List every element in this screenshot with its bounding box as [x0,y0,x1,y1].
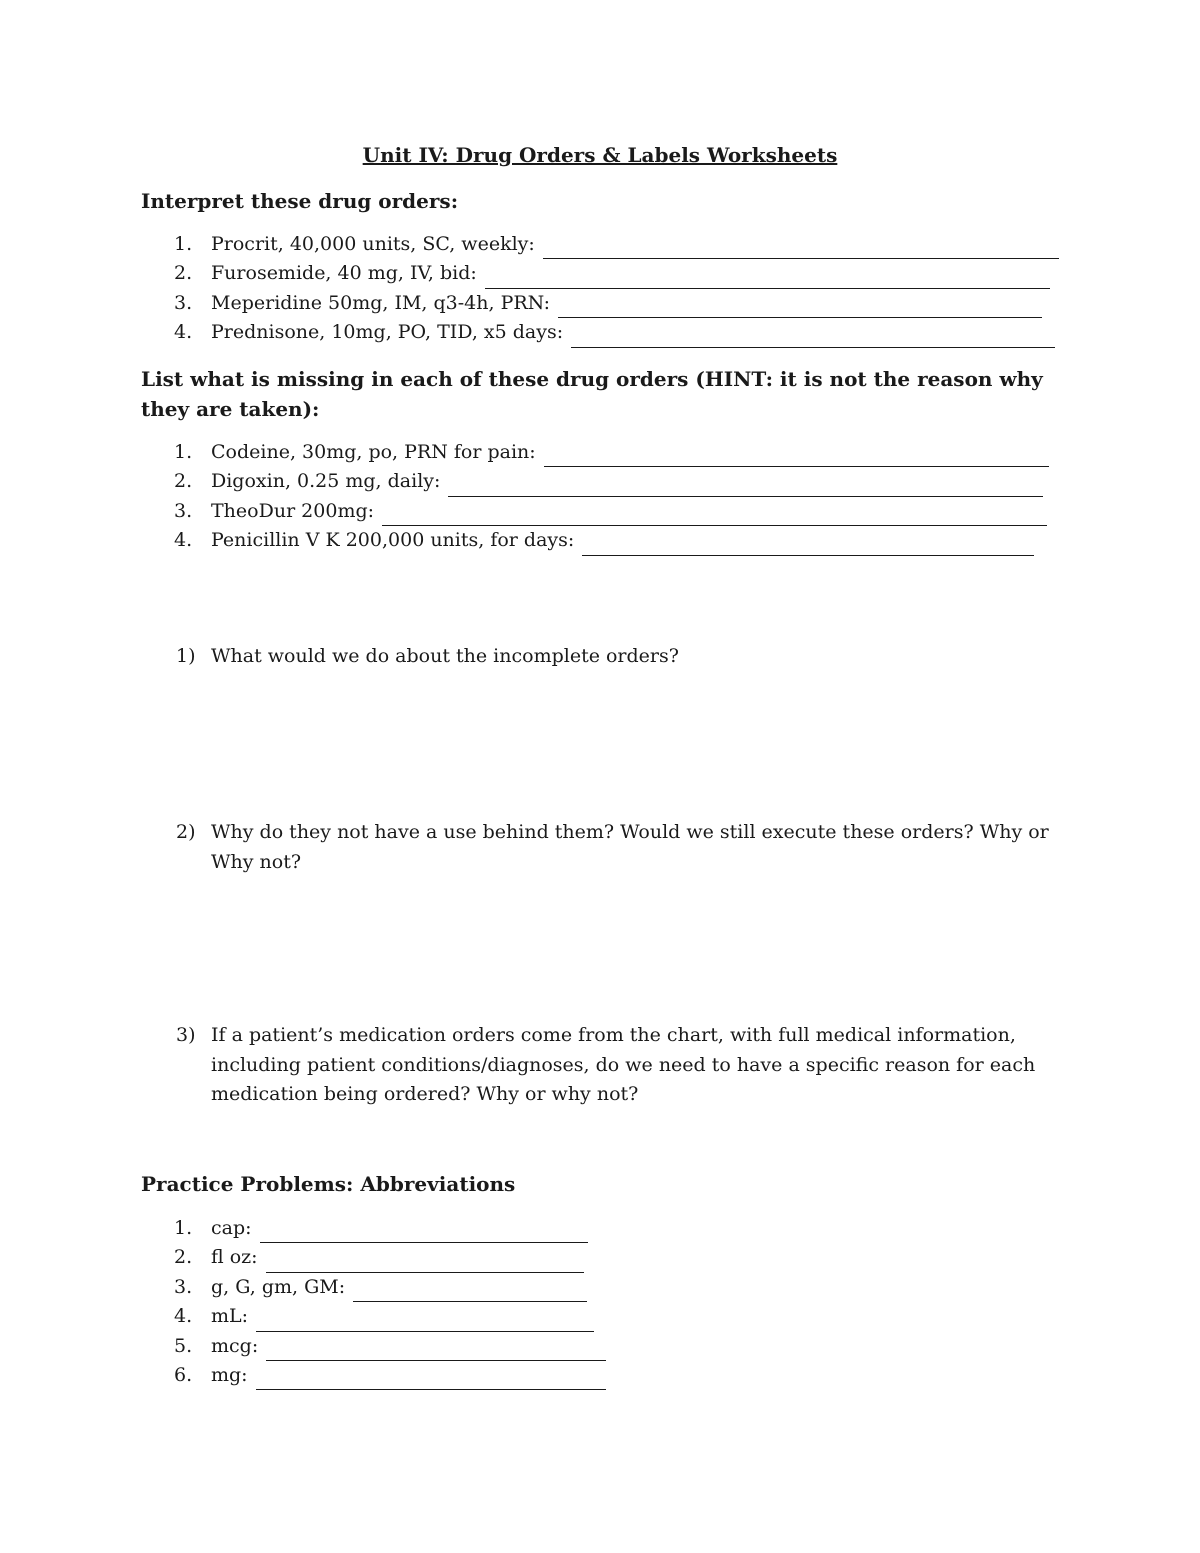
item-number: 1. [174,233,193,255]
item-number: 3. [174,499,193,522]
item-text: TheoDur 200mg: [211,499,375,522]
answer-blank[interactable] [266,1338,606,1361]
item-number: 5. [174,1334,193,1357]
answer-blank[interactable] [485,266,1050,289]
item-number: 4. [174,321,193,344]
practice-heading: Practice Problems: Abbreviations [141,1172,516,1196]
answer-blank[interactable] [353,1279,587,1302]
answer-blank[interactable] [266,1250,584,1273]
answer-blank[interactable] [448,474,1043,497]
item-text: mL: [211,1305,249,1328]
question-number: 1) [176,645,196,667]
answer-blank[interactable] [256,1367,606,1390]
item-number: 1. [174,1217,193,1239]
item-text: Furosemide, 40 mg, IV, bid: [211,262,477,285]
item-text: Prednisone, 10mg, PO, TID, x5 days: [211,321,564,344]
question-text: What would we do about the incomplete orders? [211,645,679,667]
item-text: Procrit, 40,000 units, SC, weekly: [211,233,535,255]
item-number: 3. [174,1275,193,1298]
item-number: 3. [174,291,193,314]
answer-blank[interactable] [543,236,1059,259]
item-text: Penicillin V K 200,000 units, for days: [211,529,575,552]
answer-blank[interactable] [582,533,1034,556]
item-text: Digoxin, 0.25 mg, daily: [211,470,441,493]
answer-blank[interactable] [260,1220,588,1243]
item-text: cap: [211,1217,252,1239]
interpret-heading: Interpret these drug orders: [141,189,459,213]
item-text: Meperidine 50mg, IM, q3-4h, PRN: [211,291,551,314]
item-text: mcg: [211,1334,259,1357]
answer-blank[interactable] [571,325,1055,348]
page-title: Unit IV: Drug Orders & Labels Worksheets [362,143,838,167]
item-text: g, G, gm, GM: [211,1275,346,1298]
question-number: 2) [176,821,196,843]
question-text: If a patient’s medication orders come from the chart, with full medical information, including patient conditions/diagnoses, do we need to have a specific reason for each medication being ordered? Why or why not? [211,1024,1036,1105]
answer-blank[interactable] [256,1309,594,1332]
question-text: Why do they not have a use behind them? Would we still execute these orders? Why or Why not? [211,821,1049,873]
item-number: 4. [174,1305,193,1328]
answer-blank[interactable] [382,503,1047,526]
answer-blank[interactable] [558,295,1042,318]
item-text: mg: [211,1363,248,1386]
item-number: 2. [174,470,193,493]
question-number: 3) [176,1024,196,1046]
missing-heading: List what is missing in each of these drug orders (HINT: it is not the reason why they are taken): [141,367,1043,421]
item-number: 6. [174,1363,193,1386]
item-text: Codeine, 30mg, po, PRN for pain: [211,441,536,463]
item-number: 1. [174,441,193,463]
item-text: fl oz: [211,1246,258,1269]
item-number: 2. [174,1246,193,1269]
answer-blank[interactable] [544,444,1049,467]
item-number: 2. [174,262,193,285]
item-number: 4. [174,529,193,552]
